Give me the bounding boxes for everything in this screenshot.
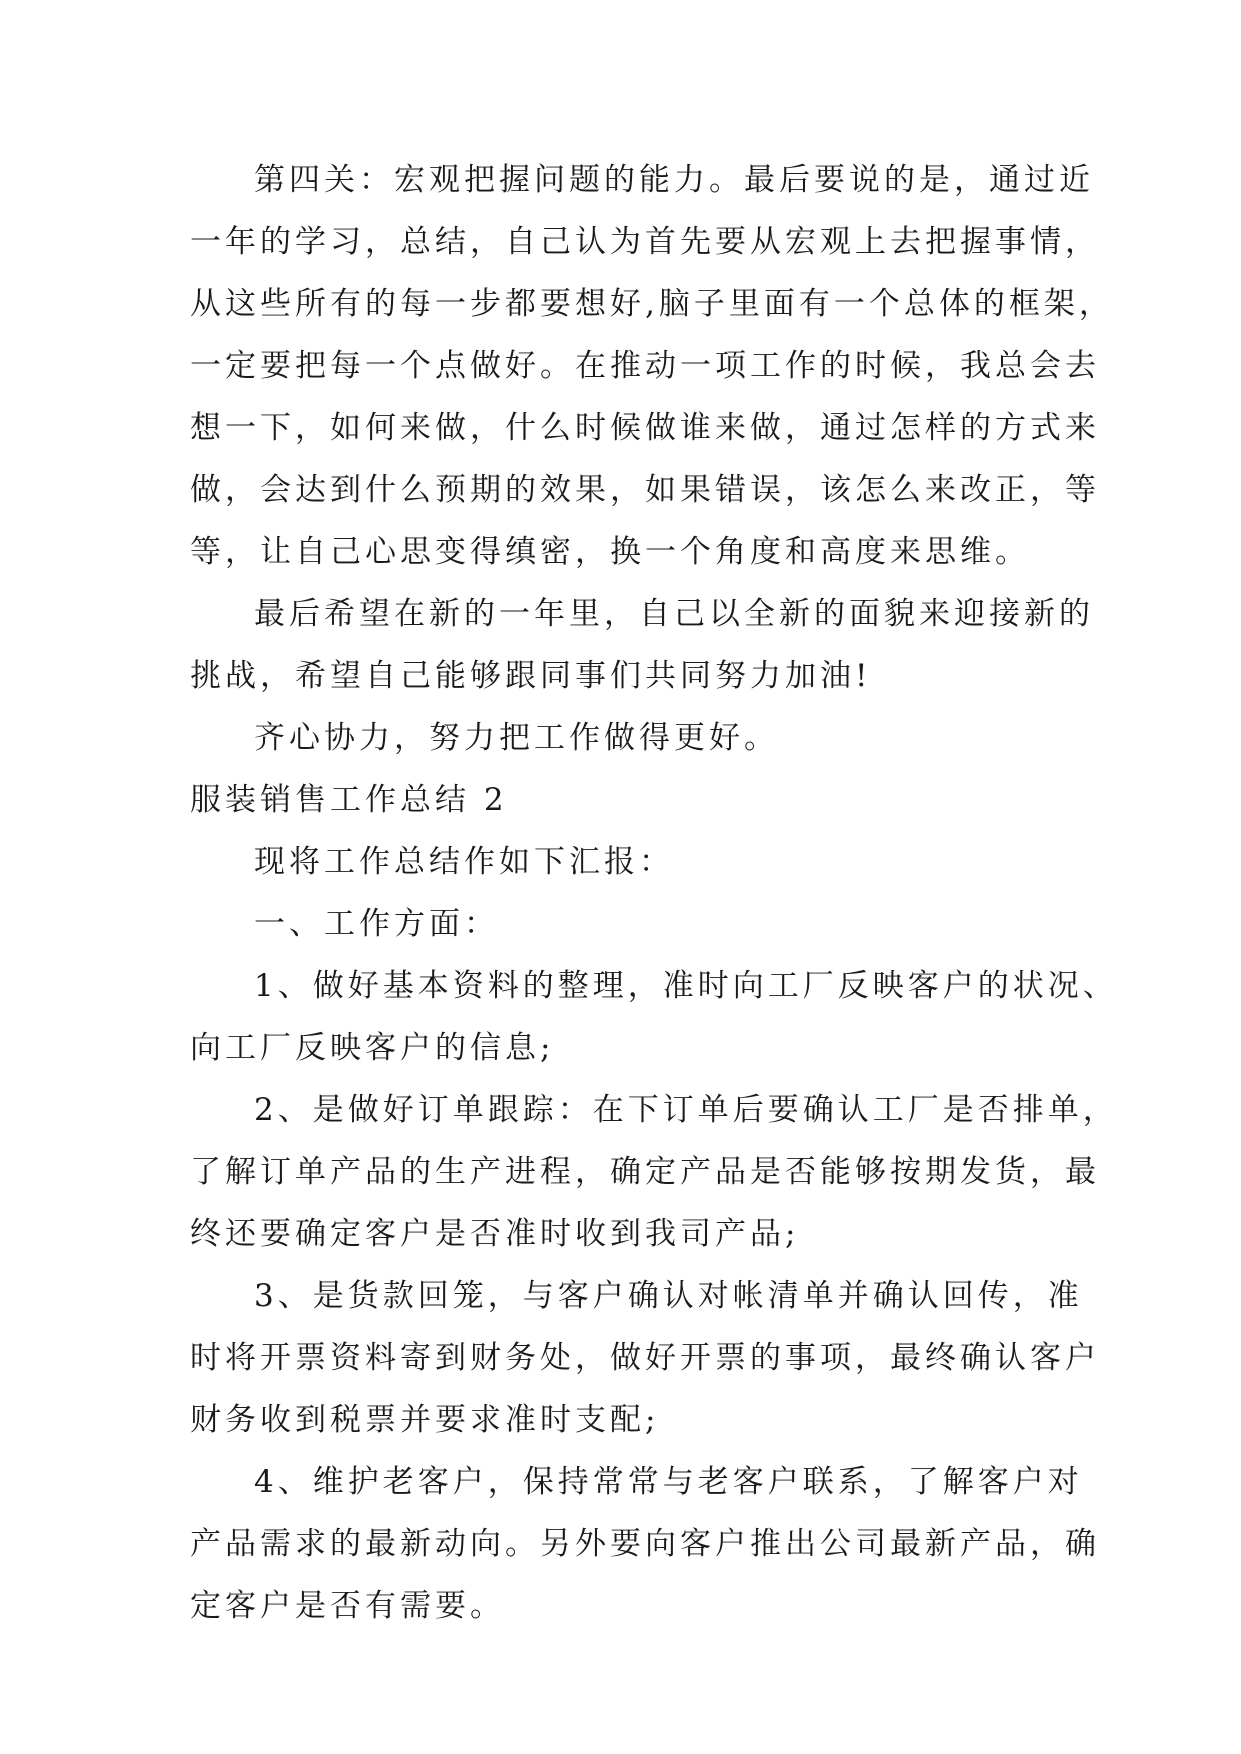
list-item-line: 终还要确定客户是否准时收到我司产品; [190, 1216, 800, 1252]
list-item-line: 3、是货款回笼，与客户确认对帐清单并确认回传，准 [254, 1278, 1083, 1314]
list-item-line: 财务收到税票并要求准时支配; [190, 1402, 660, 1438]
subsection-heading: 一、工作方面： [254, 906, 499, 942]
paragraph-line: 齐心协力，努力把工作做得更好。 [254, 720, 779, 756]
list-item-line: 2、是做好订单跟踪：在下订单后要确认工厂是否排单， [254, 1092, 1118, 1128]
paragraph-line: 第四关：宏观把握问题的能力。最后要说的是，通过近 [254, 162, 1094, 198]
list-item-line: 时将开票资料寄到财务处，做好开票的事项，最终确认客户 [190, 1340, 1100, 1376]
list-item-line: 向工厂反映客户的信息; [190, 1030, 555, 1066]
paragraph-line: 想一下，如何来做，什么时候做谁来做，通过怎样的方式来 [190, 410, 1100, 446]
list-item-line: 产品需求的最新动向。另外要向客户推出公司最新产品，确 [190, 1526, 1100, 1562]
section-heading: 服装销售工作总结 2 [190, 782, 508, 818]
paragraph-line: 从这些所有的每一步都要想好,脑子里面有一个总体的框架， [190, 286, 1114, 322]
list-item-line: 定客户是否有需要。 [190, 1588, 505, 1624]
paragraph-line: 现将工作总结作如下汇报： [254, 844, 674, 880]
list-item-line: 4、维护老客户，保持常常与老客户联系，了解客户对 [254, 1464, 1083, 1500]
paragraph-line: 一定要把每一个点做好。在推动一项工作的时候，我总会去 [190, 348, 1100, 384]
paragraph-line: 挑战，希望自己能够跟同事们共同努力加油! [190, 658, 872, 694]
paragraph-line: 等，让自己心思变得缜密，换一个角度和高度来思维。 [190, 534, 1030, 570]
paragraph-line: 做，会达到什么预期的效果，如果错误，该怎么来改正，等 [190, 472, 1100, 508]
list-item-line: 了解订单产品的生产进程，确定产品是否能够按期发货，最 [190, 1154, 1100, 1190]
list-item-line: 1、做好基本资料的整理，准时向工厂反映客户的状况、 [254, 968, 1118, 1004]
paragraph-line: 一年的学习，总结，自己认为首先要从宏观上去把握事情， [190, 224, 1100, 260]
paragraph-line: 最后希望在新的一年里，自己以全新的面貌来迎接新的 [254, 596, 1094, 632]
